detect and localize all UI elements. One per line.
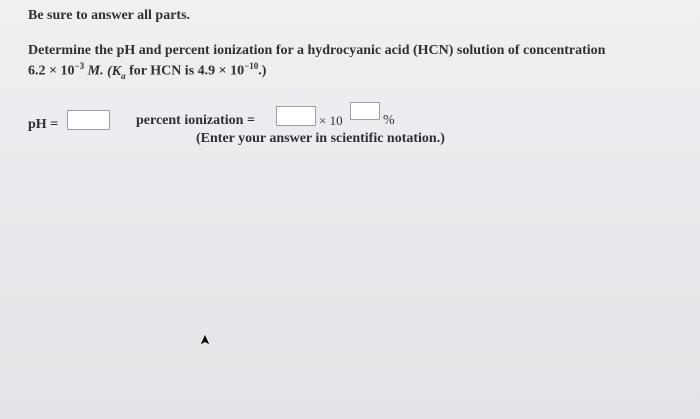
question-line-1: Determine the pH and percent ionization for a hydrocyanic acid (HCN) solution of concentration xyxy=(28,43,606,58)
percent-ionization-coefficient-input[interactable] xyxy=(276,106,316,126)
concentration-exponent: −3 xyxy=(74,61,85,71)
times-ten-label: × 10 xyxy=(319,113,343,128)
ka-value-text: for HCN is 4.9 × 10 xyxy=(129,63,245,79)
ka-symbol: ($K_a$ xyxy=(107,63,126,81)
ka-close: .) xyxy=(258,63,267,79)
concentration-coefficient: 6.2 × 10 xyxy=(28,63,75,79)
arrow-cursor-icon xyxy=(198,333,212,347)
question-line-2 xyxy=(28,61,266,80)
ph-label: pH = xyxy=(28,117,59,132)
ka-exponent: −10 xyxy=(244,61,259,71)
percent-ionization-exponent-input[interactable] xyxy=(350,102,380,120)
scientific-notation-hint: (Enter your answer in scientific notation.) xyxy=(196,131,445,146)
percent-sign: % xyxy=(383,113,395,128)
ph-input[interactable] xyxy=(67,110,110,130)
molarity-unit: M. xyxy=(87,63,104,79)
instruction-text: Be sure to answer all parts. xyxy=(28,8,191,23)
percent-ionization-label: percent ionization = xyxy=(136,113,255,128)
ka-subscript: a xyxy=(121,70,126,81)
